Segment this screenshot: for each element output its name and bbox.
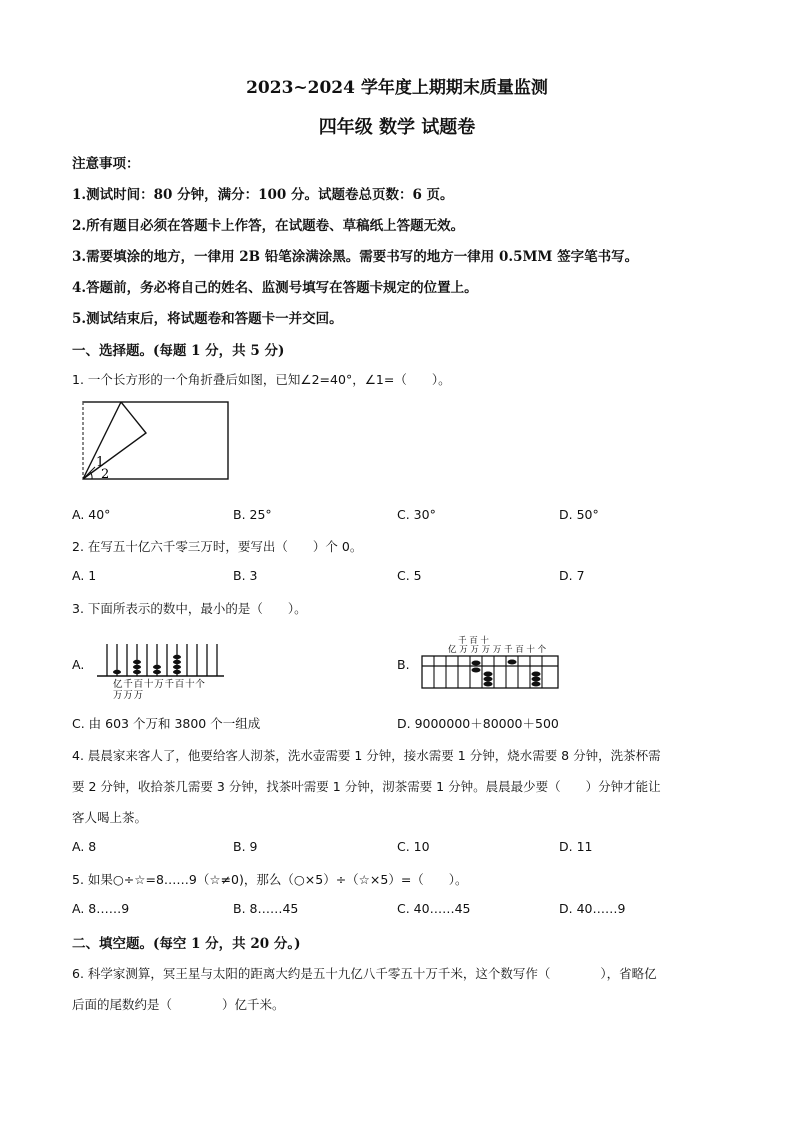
notice-item: 2.所有题目必须在答题卡上作答，在试题卷、草稿纸上答题无效。 bbox=[72, 218, 465, 234]
q2-option-b[interactable]: B. 3 bbox=[233, 568, 258, 583]
question-2-text: 2. 在写五十亿六千零三万时，要写出（ ）个 0。 bbox=[72, 539, 363, 554]
q3-option-a[interactable]: A. bbox=[72, 657, 85, 672]
question-4-text: 客人喝上茶。 bbox=[72, 810, 148, 825]
q4-option-a[interactable]: A. 8 bbox=[72, 839, 97, 854]
question-3-text: 3. 下面所表示的数中，最小的是（ ）。 bbox=[72, 601, 307, 616]
q4-option-c[interactable]: C. 10 bbox=[397, 839, 430, 854]
q2-option-c[interactable]: C. 5 bbox=[397, 568, 422, 583]
question-4-text: 要 2 分钟，收拾茶几需要 3 分钟，找茶叶需要 1 分钟，沏茶需要 1 分钟。晨晨最少要（ ）分钟才能让 bbox=[72, 779, 661, 794]
q3-option-d[interactable]: D. 9000000＋80000＋500 bbox=[397, 716, 559, 731]
q3-option-c[interactable]: C. 由 603 个万和 3800 个一组成 bbox=[72, 716, 261, 731]
exam-title: 2023~2024 学年度上期期末质量监测 bbox=[246, 78, 548, 98]
q1-option-d[interactable]: D. 50° bbox=[559, 507, 599, 522]
q1-option-a[interactable]: A. 40° bbox=[72, 507, 111, 522]
notice-item: 5.测试结束后，将试题卷和答题卡一并交回。 bbox=[72, 311, 343, 327]
question-5-text: 5. 如果○÷☆=8……9（☆≠0)，那么（○×5）÷（☆×5）=（ ）。 bbox=[72, 872, 468, 887]
section2-heading: 二、填空题。(每空 1 分，共 20 分。) bbox=[72, 936, 301, 952]
abacus-a-bottom-labels: 万万万 bbox=[113, 690, 144, 701]
angle-label: 2 bbox=[101, 467, 110, 482]
q4-option-b[interactable]: B. 9 bbox=[233, 839, 258, 854]
notice-item: 1.测试时间：80 分钟，满分：100 分。试题卷总页数：6 页。 bbox=[72, 187, 454, 203]
notice-item: 3.需要填涂的地方，一律用 2B 铅笔涂满涂黑。需要书写的地方一律用 0.5MM 签字笔书写。 bbox=[72, 249, 639, 265]
q5-option-a[interactable]: A. 8……9 bbox=[72, 901, 130, 916]
q5-option-b[interactable]: B. 8……45 bbox=[233, 901, 299, 916]
question-6-text: 6. 科学家测算，冥王星与太阳的距离大约是五十九亿八千零五十万千米，这个数写作（ ），省略亿 bbox=[72, 966, 657, 981]
abacus-b-top-labels: 千 百 十 bbox=[458, 636, 489, 646]
folded-rectangle-figure bbox=[78, 398, 233, 484]
question-4-text: 4. 晨晨家来客人了，他要给客人沏茶，洗水壶需要 1 分钟，接水需要 1 分钟，烧水需要 8 分钟，洗茶杯需 bbox=[72, 748, 661, 763]
abacus-b-bottom-labels: 亿 万 万 万 万 千 百 十 个 bbox=[448, 645, 547, 655]
question-1-text: 1. 一个长方形的一个角折叠后如图，已知∠2=40°，∠1=（ ）。 bbox=[72, 372, 451, 387]
exam-subtitle: 四年级 数学 试题卷 bbox=[318, 117, 476, 138]
q1-option-b[interactable]: B. 25° bbox=[233, 507, 272, 522]
abacus-a-top-labels: 亿千百十万千百十个 bbox=[113, 679, 206, 690]
notice-item: 4.答题前，务必将自己的姓名、监测号填写在答题卡规定的位置上。 bbox=[72, 280, 478, 296]
q2-option-a[interactable]: A. 1 bbox=[72, 568, 97, 583]
q1-option-c[interactable]: C. 30° bbox=[397, 507, 436, 522]
q5-option-d[interactable]: D. 40……9 bbox=[559, 901, 626, 916]
q5-option-c[interactable]: C. 40……45 bbox=[397, 901, 471, 916]
question-6-text: 后面的尾数约是（ ）亿千米。 bbox=[72, 997, 285, 1012]
q2-option-d[interactable]: D. 7 bbox=[559, 568, 585, 583]
q4-option-d[interactable]: D. 11 bbox=[559, 839, 593, 854]
abacus-a-figure bbox=[92, 640, 232, 702]
q3-option-b[interactable]: B. bbox=[397, 657, 410, 672]
abacus-b-figure bbox=[418, 634, 563, 692]
notice-heading: 注意事项： bbox=[72, 156, 140, 172]
section1-heading: 一、选择题。(每题 1 分，共 5 分) bbox=[72, 343, 285, 359]
angle-label: 1 bbox=[96, 455, 105, 470]
